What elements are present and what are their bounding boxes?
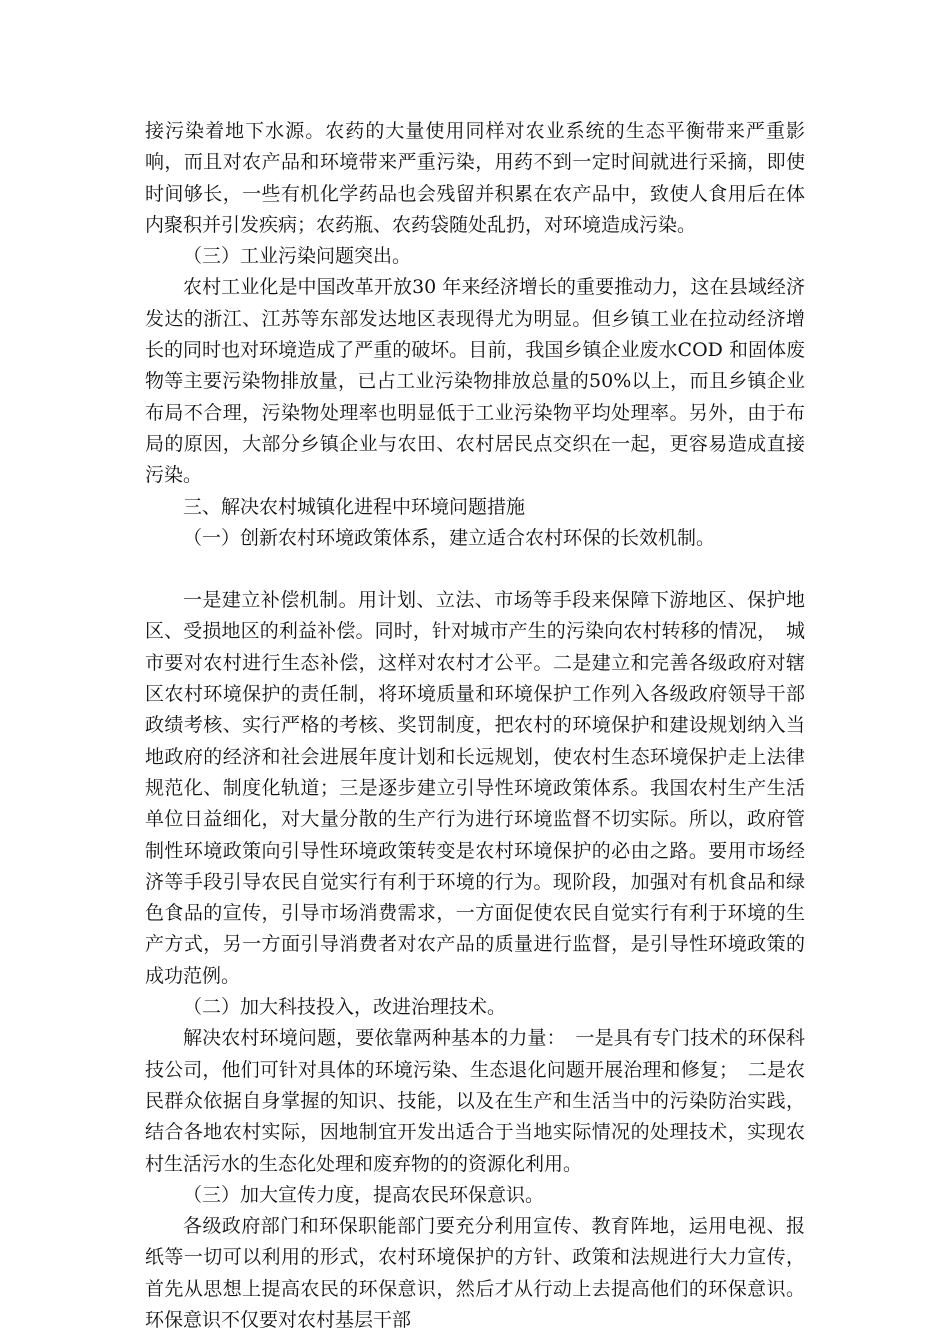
paragraph-spacer — [145, 554, 805, 585]
heading-publicity-awareness: （三）加大宣传力度，提高农民环保意识。 — [183, 1183, 545, 1206]
paragraph-government-publicity: 各级政府部门和环保职能部门要充分利用宣传、教育阵地，运用电视、报纸等一切可以利用的形式，农村环境保护的方针、政策和法规进行大力宣传，首先从思想上提高农民的环保意识，然后才从行动上去提高他们的环保意识。环保意识不仅要对农村基层干部 — [145, 1215, 805, 1331]
paragraph-pesticide-pollution: 接污染着地下水源。农药的大量使用同样对农业系统的生态平衡带来严重影响，而且对农产品和环境带来严重污染，用药不到一定时间就进行采摘，即使时间够长，一些有机化学药品也会残留并积累在农产品中，致使人食用后在体内聚积并引发疾病；农药瓶、农药袋随处乱扔，对环境造成污染。 — [145, 120, 805, 236]
document-page — [145, 116, 805, 1336]
heading-policy-system: （一）创新农村环境政策体系，建立适合农村环保的长效机制。 — [183, 526, 716, 549]
paragraph-compensation-mechanism: 一是建立补偿机制。用计划、立法、市场等手段来保障下游地区、保护地区、受损地区的利益补偿。同时，针对城市产生的污染向农村转移的情况， 城市要对农村进行生态补偿，这样对农村才公平。二是建立和完善各级政府对辖区农村环境保护的责任制，将环境质量和环境保护工作列入各级政府领导干部政绩考核、实行严格的考核、奖罚制度，把农村的环境保护和建设规划纳入当地政府的经济和社会进展年度计划和长远规划，使农村生态环境保护走上法律规范化、制度化轨道；三是逐步建立引导性环境政策体系。我国农村生产生活单位日益细化，对大量分散的生产行为进行环境监督不切实际。所以，政府管制性环境政策向引导性环境政策转变是农村环境保护的必由之路。要用市场经济等手段引导农民自觉实行有利于环境的行为。现阶段，加强对有机食品和绿色食品的宣传，引导市场消费需求，一方面促使农民自觉实行有利于环境的生产方式，另一方面引导消费者对农产品的质量进行监督，是引导性环境政策的成功范例。 — [145, 589, 805, 987]
heading-industrial-pollution: （三）工业污染问题突出。 — [183, 245, 412, 268]
heading-technology-investment: （二）加大科技投入，改进治理技术。 — [183, 996, 507, 1019]
paragraph-two-forces: 解决农村环境问题，要依靠两种基本的力量： 一是具有专门技术的环保科技公司，他们可针对具体的环境污染、生态退化问题开展治理和修复； 二是农民群众依据自身掌握的知识、技能，以及在生产和生活当中的污染防治实践，结合各地农村实际，因地制宜开发出适合于当地实际情况的处理技术，实现农村生活污水的生态化处理和废弃物的的资源化利用。 — [145, 1027, 805, 1175]
heading-section-three-measures: 三、解决农村城镇化进程中环境问题措施 — [183, 495, 526, 518]
paragraph-rural-industrialization: 农村工业化是中国改革开放30 年来经济增长的重要推动力，这在县域经济发达的浙江、江苏等东部发达地区表现得尤为明显。但乡镇工业在拉动经济增长的同时也对环境造成了严重的破坏。目前，我国乡镇企业废水COD 和固体废物等主要污染物排放量，已占工业污染物排放总量的50%以上，而且乡镇企业布局不合理，污染物处理率也明显低于工业污染物平均处理率。另外，由于布局的原因，大部分乡镇企业与农田、农村居民点交织在一起，更容易造成直接污染。 — [145, 276, 805, 487]
